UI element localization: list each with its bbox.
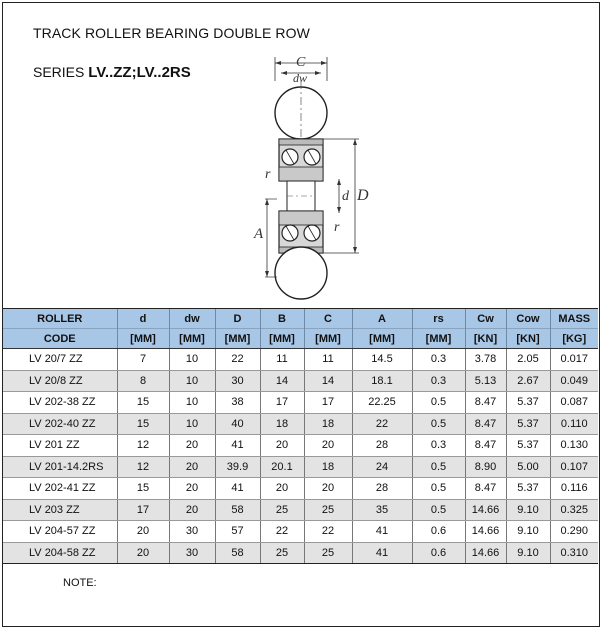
- value-cell: 12: [117, 456, 169, 478]
- value-cell: 25: [260, 499, 304, 521]
- specification-table: [3, 308, 598, 564]
- value-cell: 20: [304, 435, 352, 457]
- value-cell: 30: [169, 542, 215, 564]
- value-cell: 40: [215, 413, 260, 435]
- value-cell: 0.5: [412, 478, 465, 500]
- column-unit: [KN]: [506, 329, 550, 349]
- table-body: [3, 349, 598, 564]
- value-cell: 0.110: [550, 413, 598, 435]
- value-cell: 41: [352, 542, 412, 564]
- value-cell: 14.66: [465, 521, 506, 543]
- table-row: [3, 456, 598, 478]
- value-cell: 9.10: [506, 499, 550, 521]
- column-unit: [KN]: [465, 329, 506, 349]
- value-cell: 0.290: [550, 521, 598, 543]
- value-cell: 5.37: [506, 435, 550, 457]
- value-cell: 5.13: [465, 370, 506, 392]
- value-cell: 5.00: [506, 456, 550, 478]
- value-cell: 0.3: [412, 370, 465, 392]
- value-cell: 17: [260, 392, 304, 414]
- value-cell: 0.5: [412, 499, 465, 521]
- roller-code-cell: LV 204-57 ZZ: [3, 521, 117, 543]
- series-name: LV..ZZ;LV..2RS: [88, 64, 191, 81]
- value-cell: 0.130: [550, 435, 598, 457]
- roller-code-cell: LV 201 ZZ: [3, 435, 117, 457]
- value-cell: 9.10: [506, 521, 550, 543]
- value-cell: 57: [215, 521, 260, 543]
- value-cell: 20: [169, 478, 215, 500]
- value-cell: 11: [304, 349, 352, 371]
- value-cell: 28: [352, 478, 412, 500]
- value-cell: 18: [304, 413, 352, 435]
- value-cell: 20: [117, 521, 169, 543]
- value-cell: 0.107: [550, 456, 598, 478]
- value-cell: 0.116: [550, 478, 598, 500]
- column-header: D: [215, 309, 260, 329]
- column-header: ROLLER: [3, 309, 117, 329]
- label-d: d: [342, 189, 349, 204]
- value-cell: 0.5: [412, 392, 465, 414]
- column-header: C: [304, 309, 352, 329]
- roller-code-cell: LV 202-41 ZZ: [3, 478, 117, 500]
- value-cell: 0.017: [550, 349, 598, 371]
- value-cell: 7: [117, 349, 169, 371]
- value-cell: 0.3: [412, 349, 465, 371]
- value-cell: 0.3: [412, 435, 465, 457]
- value-cell: 18: [304, 456, 352, 478]
- value-cell: 15: [117, 413, 169, 435]
- note-label: NOTE:: [63, 577, 97, 589]
- value-cell: 38: [215, 392, 260, 414]
- value-cell: 41: [215, 435, 260, 457]
- value-cell: 41: [352, 521, 412, 543]
- value-cell: 14: [260, 370, 304, 392]
- table-row: [3, 521, 598, 543]
- label-dw: dw: [293, 71, 308, 85]
- table-row: [3, 392, 598, 414]
- value-cell: 5.37: [506, 392, 550, 414]
- value-cell: 58: [215, 542, 260, 564]
- value-cell: 30: [169, 521, 215, 543]
- value-cell: 8.90: [465, 456, 506, 478]
- column-unit: [MM]: [117, 329, 169, 349]
- value-cell: 10: [169, 370, 215, 392]
- value-cell: 41: [215, 478, 260, 500]
- roller-code-cell: LV 204-58 ZZ: [3, 542, 117, 564]
- value-cell: 20: [304, 478, 352, 500]
- series-prefix: SERIES: [33, 64, 89, 80]
- value-cell: 0.5: [412, 413, 465, 435]
- value-cell: 10: [169, 392, 215, 414]
- value-cell: 28: [352, 435, 412, 457]
- value-cell: 9.10: [506, 542, 550, 564]
- value-cell: 8.47: [465, 413, 506, 435]
- column-unit: [MM]: [169, 329, 215, 349]
- value-cell: 8: [117, 370, 169, 392]
- value-cell: 20: [169, 435, 215, 457]
- value-cell: 0.6: [412, 521, 465, 543]
- table-row: [3, 542, 598, 564]
- table-row: [3, 413, 598, 435]
- value-cell: 15: [117, 478, 169, 500]
- roller-code-cell: LV 201-14.2RS: [3, 456, 117, 478]
- column-unit: [MM]: [352, 329, 412, 349]
- value-cell: 8.47: [465, 478, 506, 500]
- spec-sheet: [2, 2, 600, 627]
- column-unit: CODE: [3, 329, 117, 349]
- value-cell: 20: [169, 456, 215, 478]
- table-row: [3, 499, 598, 521]
- roller-code-cell: LV 202-40 ZZ: [3, 413, 117, 435]
- value-cell: 17: [304, 392, 352, 414]
- column-unit: [MM]: [215, 329, 260, 349]
- table-row: [3, 435, 598, 457]
- value-cell: 39.9: [215, 456, 260, 478]
- value-cell: 22: [260, 521, 304, 543]
- value-cell: 14.66: [465, 499, 506, 521]
- value-cell: 20.1: [260, 456, 304, 478]
- value-cell: 5.37: [506, 413, 550, 435]
- table-row: [3, 349, 598, 371]
- value-cell: 15: [117, 392, 169, 414]
- value-cell: 0.325: [550, 499, 598, 521]
- value-cell: 25: [260, 542, 304, 564]
- column-header: d: [117, 309, 169, 329]
- value-cell: 0.049: [550, 370, 598, 392]
- roller-code-cell: LV 202-38 ZZ: [3, 392, 117, 414]
- value-cell: 14.5: [352, 349, 412, 371]
- label-c: C: [296, 55, 306, 70]
- value-cell: 8.47: [465, 392, 506, 414]
- value-cell: 17: [117, 499, 169, 521]
- column-unit: [MM]: [304, 329, 352, 349]
- value-cell: 2.05: [506, 349, 550, 371]
- value-cell: 10: [169, 413, 215, 435]
- value-cell: 22.25: [352, 392, 412, 414]
- value-cell: 58: [215, 499, 260, 521]
- table-unit-row: [3, 329, 598, 349]
- value-cell: 35: [352, 499, 412, 521]
- roller-code-cell: LV 203 ZZ: [3, 499, 117, 521]
- column-header: Cow: [506, 309, 550, 329]
- column-unit: [MM]: [412, 329, 465, 349]
- value-cell: 20: [169, 499, 215, 521]
- roller-code-cell: LV 20/7 ZZ: [3, 349, 117, 371]
- value-cell: 0.087: [550, 392, 598, 414]
- value-cell: 22: [352, 413, 412, 435]
- value-cell: 24: [352, 456, 412, 478]
- value-cell: 18: [260, 413, 304, 435]
- value-cell: 11: [260, 349, 304, 371]
- label-r-top: r: [265, 167, 271, 182]
- value-cell: 20: [117, 542, 169, 564]
- label-D: D: [357, 187, 369, 204]
- column-header: MASS: [550, 309, 598, 329]
- column-header: rs: [412, 309, 465, 329]
- value-cell: 20: [260, 478, 304, 500]
- roller-code-cell: LV 20/8 ZZ: [3, 370, 117, 392]
- column-header: B: [260, 309, 304, 329]
- table-row: [3, 370, 598, 392]
- column-header: dw: [169, 309, 215, 329]
- page-title: TRACK ROLLER BEARING DOUBLE ROW: [33, 25, 310, 41]
- table-header-row: [3, 309, 598, 329]
- value-cell: 30: [215, 370, 260, 392]
- value-cell: 0.310: [550, 542, 598, 564]
- value-cell: 14.66: [465, 542, 506, 564]
- value-cell: 25: [304, 499, 352, 521]
- value-cell: 14: [304, 370, 352, 392]
- value-cell: 18.1: [352, 370, 412, 392]
- value-cell: 22: [215, 349, 260, 371]
- value-cell: 8.47: [465, 435, 506, 457]
- value-cell: 22: [304, 521, 352, 543]
- value-cell: 3.78: [465, 349, 506, 371]
- label-A: A: [254, 226, 264, 242]
- table-row: [3, 478, 598, 500]
- value-cell: 20: [260, 435, 304, 457]
- label-r-side: r: [334, 220, 340, 235]
- column-header: A: [352, 309, 412, 329]
- value-cell: 2.67: [506, 370, 550, 392]
- column-unit: [MM]: [260, 329, 304, 349]
- value-cell: 25: [304, 542, 352, 564]
- value-cell: 12: [117, 435, 169, 457]
- column-header: Cw: [465, 309, 506, 329]
- value-cell: 0.5: [412, 456, 465, 478]
- value-cell: 0.6: [412, 542, 465, 564]
- value-cell: 5.37: [506, 478, 550, 500]
- column-unit: [KG]: [550, 329, 598, 349]
- value-cell: 10: [169, 349, 215, 371]
- bearing-cross-section-drawing: [243, 51, 383, 301]
- series-line: [33, 64, 191, 81]
